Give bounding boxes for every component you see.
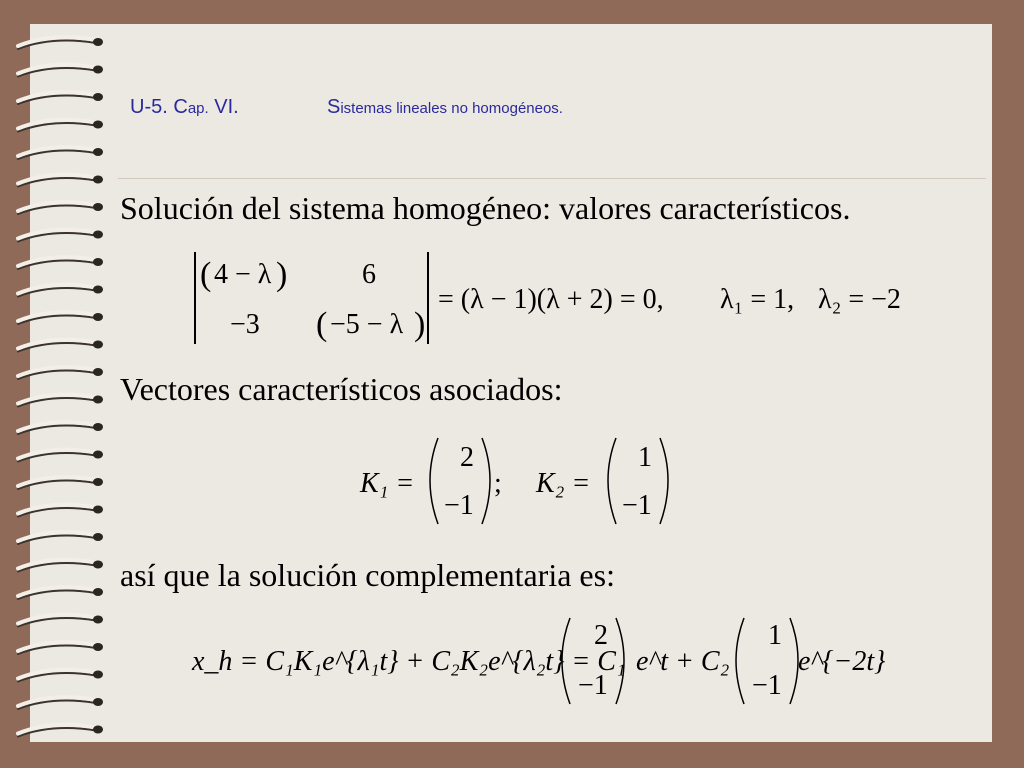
characteristic-equation — [190, 250, 930, 350]
k2-bottom: −1 — [622, 490, 652, 521]
heading-solucion: así que la solución complementaria es: — [120, 557, 615, 593]
binding-ring — [18, 65, 103, 77]
binding-ring — [18, 175, 103, 187]
binding-ring — [18, 202, 103, 214]
binding-ring — [18, 230, 103, 242]
solution-v2-bottom: −1 — [752, 670, 782, 701]
binding-ring — [18, 670, 103, 682]
svg-text:): ) — [276, 256, 288, 293]
binding-ring — [18, 477, 103, 489]
vector-separator: ; — [494, 468, 502, 499]
binding-ring — [18, 422, 103, 434]
heading-vectores: Vectores característicos asociados: — [120, 371, 563, 407]
binding-ring — [18, 120, 103, 132]
binding-ring — [18, 257, 103, 269]
binding-ring — [18, 450, 103, 462]
matrix-entry-12: 6 — [362, 259, 376, 290]
header-chapter: U-5. Cap. VI. — [130, 96, 239, 118]
binding-ring — [18, 367, 103, 379]
binding-ring — [18, 395, 103, 407]
binding-ring — [18, 697, 103, 709]
solution-mid: e^t + C₂ — [636, 646, 730, 677]
solution-tail: e^{−2t} — [798, 646, 886, 677]
solution-v1-bottom: −1 — [578, 670, 608, 701]
solution-v2-top: 1 — [768, 620, 782, 651]
matrix-entry-22: −5 − λ — [330, 309, 404, 340]
binding-ring — [18, 615, 103, 627]
binding-ring — [18, 642, 103, 654]
binding-ring — [18, 560, 103, 572]
k1-label: K₁ = — [360, 468, 415, 499]
eigenvectors — [360, 432, 690, 532]
binding-ring — [18, 505, 103, 517]
header-rule — [118, 178, 986, 179]
characteristic-factors: = (λ − 1)(λ + 2) = 0, — [438, 284, 664, 315]
binding-ring — [18, 587, 103, 599]
svg-text:(: ( — [316, 306, 328, 343]
binding-ring — [18, 285, 103, 297]
binding-ring — [18, 37, 103, 49]
header-topic: Sistemas lineales no homogéneos. — [327, 96, 563, 118]
binding-ring — [18, 92, 103, 104]
binding-ring — [18, 340, 103, 352]
binding-ring — [18, 147, 103, 159]
k2-label: K₂ = — [536, 468, 591, 499]
solution-v1-top: 2 — [594, 620, 608, 651]
notebook-binding-rings — [0, 24, 110, 742]
solution-lhs: x_h = C₁K₁e^{λ₁t} + C₂K₂e^{λ₂t} = C₁ — [192, 646, 626, 677]
k1-top: 2 — [460, 442, 474, 473]
eigenvalue-1: λ₁ = 1, — [720, 284, 795, 315]
binding-ring — [18, 312, 103, 324]
k2-top: 1 — [638, 442, 652, 473]
complementary-solution — [192, 612, 886, 712]
k1-bottom: −1 — [444, 490, 474, 521]
eigenvalue-2: λ₂ = −2 — [818, 284, 901, 315]
matrix-entry-21: −3 — [230, 309, 260, 340]
svg-text:(: ( — [200, 256, 212, 293]
heading-valores: Solución del sistema homogéneo: valores característicos. — [120, 190, 851, 226]
svg-text:): ) — [414, 306, 426, 343]
matrix-entry-11: 4 − λ — [214, 259, 272, 290]
binding-ring — [18, 725, 103, 737]
binding-ring — [18, 532, 103, 544]
